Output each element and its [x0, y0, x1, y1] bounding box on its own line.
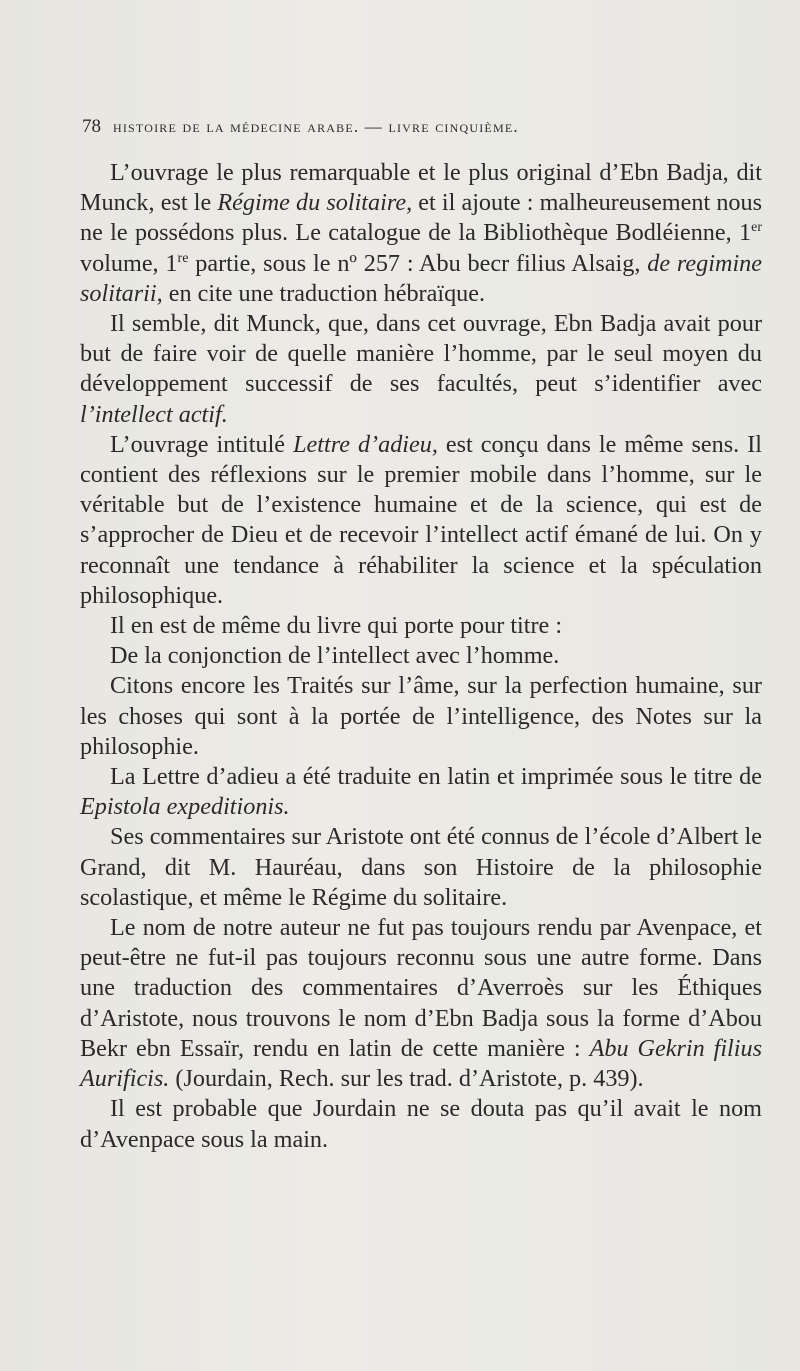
text: L’ouvrage le plus remarquable et le plus original d’Ebn Badja, dit Munck, est le — [80, 159, 762, 217]
text: L’ouvrage intitulé — [110, 430, 294, 458]
paragraph-2 — [80, 309, 762, 430]
paragraph-8: Ses commentaires sur Aristote ont été connus de l’école d’Albert le Grand, dit M. Hauréau, dans son Histoire de la philosophie scolastique, et même le Régime du solitaire. — [80, 823, 762, 911]
superscript: er — [751, 220, 762, 236]
text: et il ajoute : malheureusement nous ne le possédons plus. Le catalogue de la Bibliothèque Bodléienne, 1 — [80, 189, 763, 247]
italic-title: Lettre d’adieu, — [293, 430, 438, 458]
paragraph-6: Citons encore les Traités sur l’âme, sur la perfection humaine, sur les choses qui sont à la portée de l’intelligence, des Notes sur la philosophie. — [80, 672, 762, 760]
text: Il semble, dit Munck, que, dans cet ouvrage, Ebn Badja avait pour but de faire voir de quelle manière l’homme, par le seul moyen du développement successif de ses facultés, peut s’identifier avec — [80, 310, 762, 398]
paragraph-1 — [80, 158, 762, 309]
text: partie, sous le nº 257 : Abu becr filius Alsaig, — [188, 249, 648, 277]
paragraph-10: Il est probable que Jourdain ne se douta pas qu’il avait le nom d’Avenpace sous la main. — [80, 1095, 762, 1153]
running-header — [82, 116, 722, 138]
paragraph-5: De la conjonction de l’intellect avec l’homme. — [110, 642, 560, 670]
italic-title: Epistola expeditionis. — [80, 793, 290, 821]
paragraph-4: Il en est de même du livre qui porte pour titre : — [110, 612, 563, 640]
page-number: 78 — [82, 116, 101, 137]
superscript: re — [177, 250, 189, 266]
italic-title: Régime du solitaire, — [217, 189, 413, 217]
italic-term: l’intellect actif. — [80, 400, 228, 428]
text: est conçu dans le même sens. Il contient des réflexions sur le premier mobile dans l’homme, sur le véritable but de l’existence humaine et de la science, qui est de s’approcher de Dieu et de recevoir l’intellect actif émané de lui. On y reconnaît une tendance à réhabiliter la science et la spéculation philosophique. — [80, 430, 762, 609]
text: La Lettre d’adieu a été traduite en latin et imprimée sous le titre de — [110, 763, 762, 791]
italic-term: Abu Gekrin filius Aurificis. — [80, 1034, 763, 1093]
paragraph-7 — [80, 762, 762, 822]
paragraph-3 — [80, 430, 762, 611]
italic-title: de regimine solitarii, — [80, 249, 762, 307]
running-title: histoire de la médecine arabe. — livre cinquième. — [113, 117, 519, 136]
text: volume, 1 — [80, 249, 178, 277]
page-body — [80, 158, 762, 1155]
text: Le nom de notre auteur ne fut pas toujours rendu par Avenpace, et peut-être ne fut-il pas toujours reconnu sous une autre forme. Dans une traduction des commentaires d’Averroès sur les Éthiques d’Aristote, nous trouvons le nom d’Ebn Badja sous la forme d’Abou Bekr ebn Essaïr, rendu en latin de cette manière : — [80, 914, 762, 1062]
paragraph-9 — [80, 913, 762, 1094]
text: (Jourdain, Rech. sur les trad. d’Aristote, p. 439). — [169, 1065, 644, 1093]
text: en cite une traduction hébraïque. — [162, 279, 486, 307]
